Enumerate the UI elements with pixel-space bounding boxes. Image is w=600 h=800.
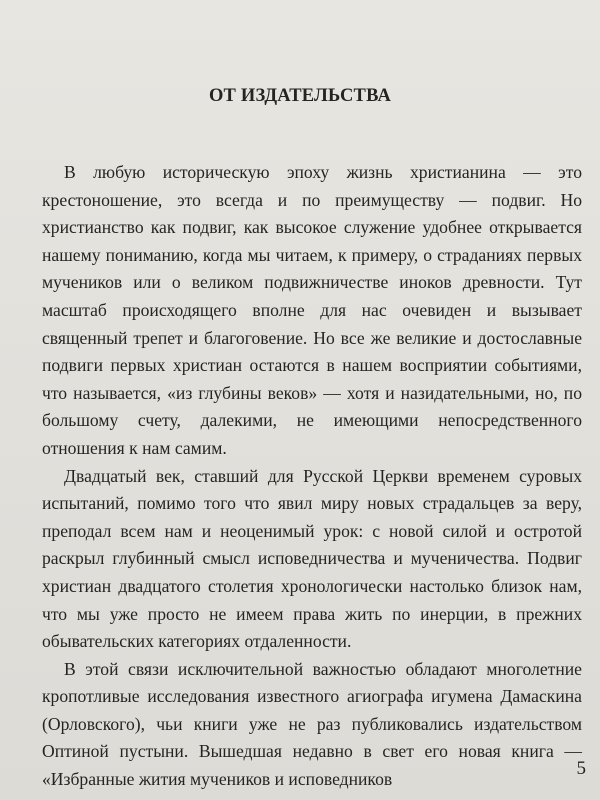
paragraph-2: Двадцатый век, ставший для Русской Церкви временем суровых испытаний, помимо того что явил миру новых страдальцев за веру, преподал всем нам и неоценимый урок: с новой силой и остротой раскрыл глубинный смысл исповедничества и мученичества. Подвиг христиан двадцатого столетия хронологически настолько близок нам, что мы уже просто не имеем права жить по инерции, в прежних обывательских категориях отдаленности.: [42, 465, 582, 652]
paragraph-3: В этой связи исключительной важностью обладают многолетние кропотливые исследования известного агиографа игумена Дамаскина (Орловского), чьи книги уже не раз публиковались издательством Оптиной пустыни. Вышедшая недавно в свет его новая книга — «Избранные жития мучеников и исповедников: [42, 658, 582, 790]
paragraph-1: В любую историческую эпоху жизнь христианина — это крестоношение, это всегда и по преимуществу — подвиг. Но христианство как подвиг, как высокое служение удобнее открывается нашему пониманию, когда мы читаем, к примеру, о страданиях первых мучеников или о великом подвижничестве иноков древности. Тут масштаб происходящего вполне для нас очевиден и вызывает священный трепет и благоговение. Но все же великие и достославные подвиги первых христиан остаются в нашем восприятии событиями, что называется, «из глубины веков» — хотя и назидательными, но, по большому счету, далекими, не имеющими непосредственного отношения к нам самим.: [42, 162, 582, 458]
body-text: [42, 159, 582, 794]
page-number: 5: [576, 758, 586, 779]
section-heading: ОТ ИЗДАТЕЛЬСТВА: [208, 86, 392, 106]
